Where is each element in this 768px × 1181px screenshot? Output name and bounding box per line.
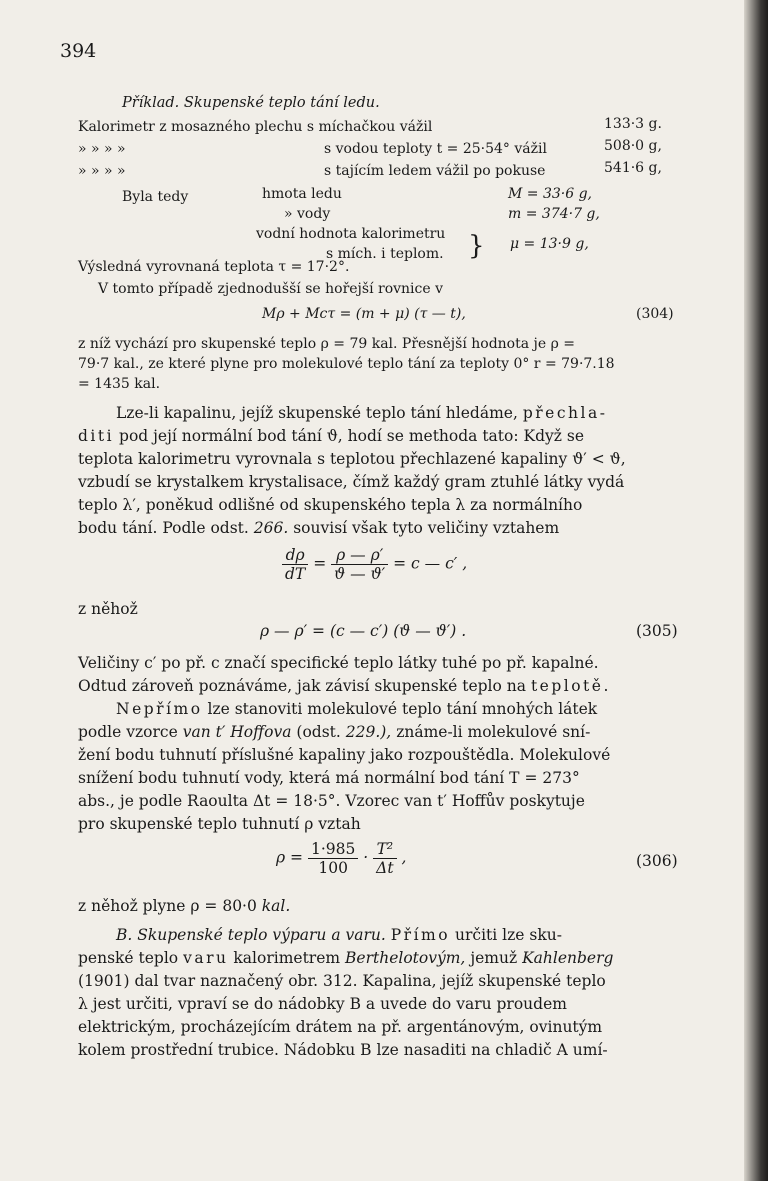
para1-line-3: teplota kalorimetru vyrovnala s teplotou přechlazené kapaliny ϑ′ < ϑ, bbox=[78, 450, 626, 468]
example-row-2: » » » » s vodou teploty t = 25·54° vážil bbox=[78, 141, 547, 157]
equation-306-number: (306) bbox=[636, 852, 678, 870]
example-text-3: = 1435 kal. bbox=[78, 376, 161, 392]
water-equivalent-value: μ = 13·9 g, bbox=[510, 236, 589, 252]
sectionB-line-1: B. Skupenské teplo výparu a varu. Přímo určiti lze sku- bbox=[116, 926, 562, 944]
sectionB-line-4: λ jest určiti, vpraví se do nádobky B a uvede do varu proudem bbox=[78, 995, 567, 1013]
example-row-2-value: 508·0 g, bbox=[604, 138, 662, 154]
page-number: 394 bbox=[60, 40, 97, 62]
mass-ice-label: hmota ledu bbox=[262, 186, 342, 202]
para3-line-2: podle vzorce van t′ Hoffova (odst. 229.), známe-li molekulové sní- bbox=[78, 723, 591, 741]
sectionB-line-2: penské teplo varu kalorimetrem Berthelotovým, jemuž Kahlenberg bbox=[78, 949, 614, 967]
para3-line-6: pro skupenské teplo tuhnutí ρ vztah bbox=[78, 815, 361, 833]
equation-304: Mρ + Mcτ = (m + μ) (τ — t), bbox=[262, 306, 466, 322]
water-equivalent-label: vodní hodnota kalorimetru bbox=[256, 226, 446, 242]
para1-line-6: bodu tání. Podle odst. 266. souvisí však tyto veličiny vztahem bbox=[78, 519, 560, 537]
equation-305: ρ — ρ′ = (c — c′) (ϑ — ϑ′) . bbox=[260, 622, 467, 640]
example-row-1: Kalorimetr z mosazného plechu s míchačkou vážil bbox=[78, 119, 433, 135]
water-equivalent-label-2: s mích. i teplom. bbox=[326, 246, 444, 262]
para1-line-1: Lze-li kapalinu, jejíž skupenské teplo tání hledáme, přechla- bbox=[116, 404, 608, 422]
para3-line-1: Nepřímo lze stanoviti molekulové teplo tání mnohých látek bbox=[116, 700, 598, 718]
example-row-3-value: 541·6 g, bbox=[604, 160, 662, 176]
equation-304-number: (304) bbox=[636, 306, 674, 322]
example-text-2: 79·7 kal., ze které plyne pro molekulové teplo tání za teploty 0° r = 79·7.18 bbox=[78, 356, 615, 372]
sectionB-line-3: (1901) dal tvar naznačený obr. 312. Kapalina, jejíž skupenské teplo bbox=[78, 972, 606, 990]
sectionB-line-5: elektrickým, procházejícím drátem na př. argentánovým, ovinutým bbox=[78, 1018, 603, 1036]
equation-306: ρ = $\frac{1\cdot 985}{100}$ · $\frac{\text{T²}}{\Delta t}$ , bbox=[276, 840, 407, 877]
brace-glyph: } bbox=[468, 231, 485, 261]
equation-305-number: (305) bbox=[636, 622, 678, 640]
mass-ice-value: M = 33·6 g, bbox=[508, 186, 592, 202]
example-row-1-value: 133·3 g. bbox=[604, 116, 662, 132]
mass-water-value: m = 374·7 g, bbox=[508, 206, 600, 222]
para1-line-4: vzbudí se krystalkem krystalisace, čímž každý gram ztuhlé látky vydá bbox=[78, 473, 625, 491]
para1-line-5: teplo λ′, poněkud odlišné od skupenského tepla λ za normálního bbox=[78, 496, 583, 514]
result-temperature: Výsledná vyrovnaná teplota τ = 17·2°. bbox=[78, 259, 350, 275]
sectionB-line-6: kolem prostřední trubice. Nádobku B lze nasaditi na chladič A umí- bbox=[78, 1041, 608, 1059]
para3-line-3: žení bodu tuhnutí příslušné kapaliny jako rozpouštědla. Molekulové bbox=[78, 746, 611, 764]
mass-water-label: » vody bbox=[284, 206, 331, 222]
example-heading: Příklad. Skupenské teplo tání ledu. bbox=[122, 95, 380, 111]
page-gutter-shadow bbox=[744, 0, 768, 1181]
example-text-1: z níž vychází pro skupenské teplo ρ = 79 kal. Přesnější hodnota je ρ = bbox=[78, 336, 576, 352]
result-line: z něhož plyne ρ = 80·0 kal. bbox=[78, 897, 291, 915]
para2-line-1: Veličiny c′ po př. c značí specifické teplo látky tuhé po př. kapalné. bbox=[78, 654, 599, 672]
z-nehoz-1: z něhož bbox=[78, 600, 138, 618]
example-row-3: » » » » s tajícím ledem vážil po pokuse bbox=[78, 163, 546, 179]
case-sentence: V tomto případě zjednodušší se hořejší rovnice v bbox=[98, 281, 444, 297]
byla-tedy-label: Byla tedy bbox=[122, 189, 189, 205]
para1-line-2: diti pod její normální bod tání ϑ, hodí se methoda tato: Když se bbox=[78, 427, 584, 445]
equation-derivative: $\frac{d\rho}{dT}$ = $\frac{\rho — \rho'}{ϑ — ϑ'}$ = c — c′ , bbox=[282, 546, 467, 583]
para2-line-2: Odtud zároveň poznáváme, jak závisí skupenské teplo na teplotě. bbox=[78, 677, 611, 695]
para3-line-5: abs., je podle Raoulta Δt = 18·5°. Vzorec van t′ Hoffův poskytuje bbox=[78, 792, 585, 810]
para3-line-4: snížení bodu tuhnutí vody, která má normální bod tání T = 273° bbox=[78, 769, 580, 787]
